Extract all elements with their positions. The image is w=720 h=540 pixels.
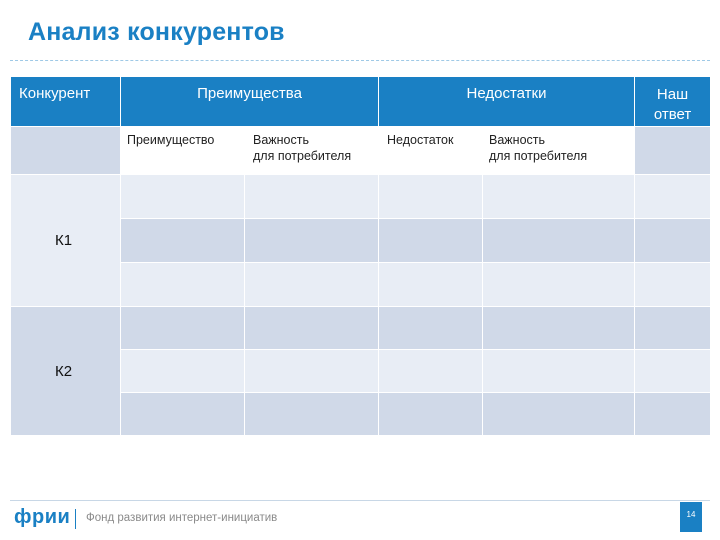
table-row <box>11 307 711 350</box>
table-cell <box>245 393 379 436</box>
table-cell <box>379 175 483 219</box>
table-cell <box>121 350 245 393</box>
table-cell <box>635 307 711 350</box>
header-disadvantages: Недостатки <box>379 77 635 127</box>
table-cell <box>635 350 711 393</box>
header-row <box>11 77 711 127</box>
row-label-k1: К1 <box>11 175 121 307</box>
table-cell <box>635 263 711 307</box>
page-number: 14 <box>680 502 702 532</box>
organization-name: Фонд развития интернет-инициатив <box>86 512 278 524</box>
table-cell <box>245 263 379 307</box>
table-cell <box>379 219 483 263</box>
table-cell <box>379 350 483 393</box>
subheader-empty-answer <box>635 127 711 175</box>
table-cell <box>121 307 245 350</box>
competitor-analysis-table <box>10 76 711 436</box>
table-cell <box>483 263 635 307</box>
table-cell <box>483 307 635 350</box>
title-divider <box>10 60 710 61</box>
subheader-disadvantage: Недостаток <box>379 127 483 175</box>
table-cell <box>121 175 245 219</box>
table-cell <box>379 393 483 436</box>
row-label-k2: К2 <box>11 307 121 436</box>
table-cell <box>245 307 379 350</box>
table-cell <box>483 350 635 393</box>
table-cell <box>483 175 635 219</box>
subheader-row <box>11 127 711 175</box>
header-competitor: Конкурент <box>11 77 121 127</box>
subheader-advantage: Преимущество <box>121 127 245 175</box>
table-cell <box>245 350 379 393</box>
header-advantages: Преимущества <box>121 77 379 127</box>
table-cell <box>635 219 711 263</box>
table-cell <box>483 219 635 263</box>
table-cell <box>245 175 379 219</box>
table-cell <box>379 263 483 307</box>
table-cell <box>635 393 711 436</box>
table-cell <box>635 175 711 219</box>
subheader-empty <box>11 127 121 175</box>
table-cell <box>121 219 245 263</box>
table-cell <box>121 393 245 436</box>
page-title: Анализ конкурентов <box>28 18 285 46</box>
table-cell <box>121 263 245 307</box>
table-cell <box>483 393 635 436</box>
logo-separator <box>75 509 76 529</box>
table-cell <box>379 307 483 350</box>
subheader-dis-importance: Важность для потребителя <box>483 127 635 175</box>
table-cell <box>245 219 379 263</box>
footer-divider <box>10 500 710 501</box>
frii-logo: фрии <box>14 506 71 528</box>
table-row <box>11 175 711 219</box>
header-our-answer: Наш ответ <box>635 77 711 127</box>
subheader-adv-importance: Важность для потребителя <box>245 127 379 175</box>
